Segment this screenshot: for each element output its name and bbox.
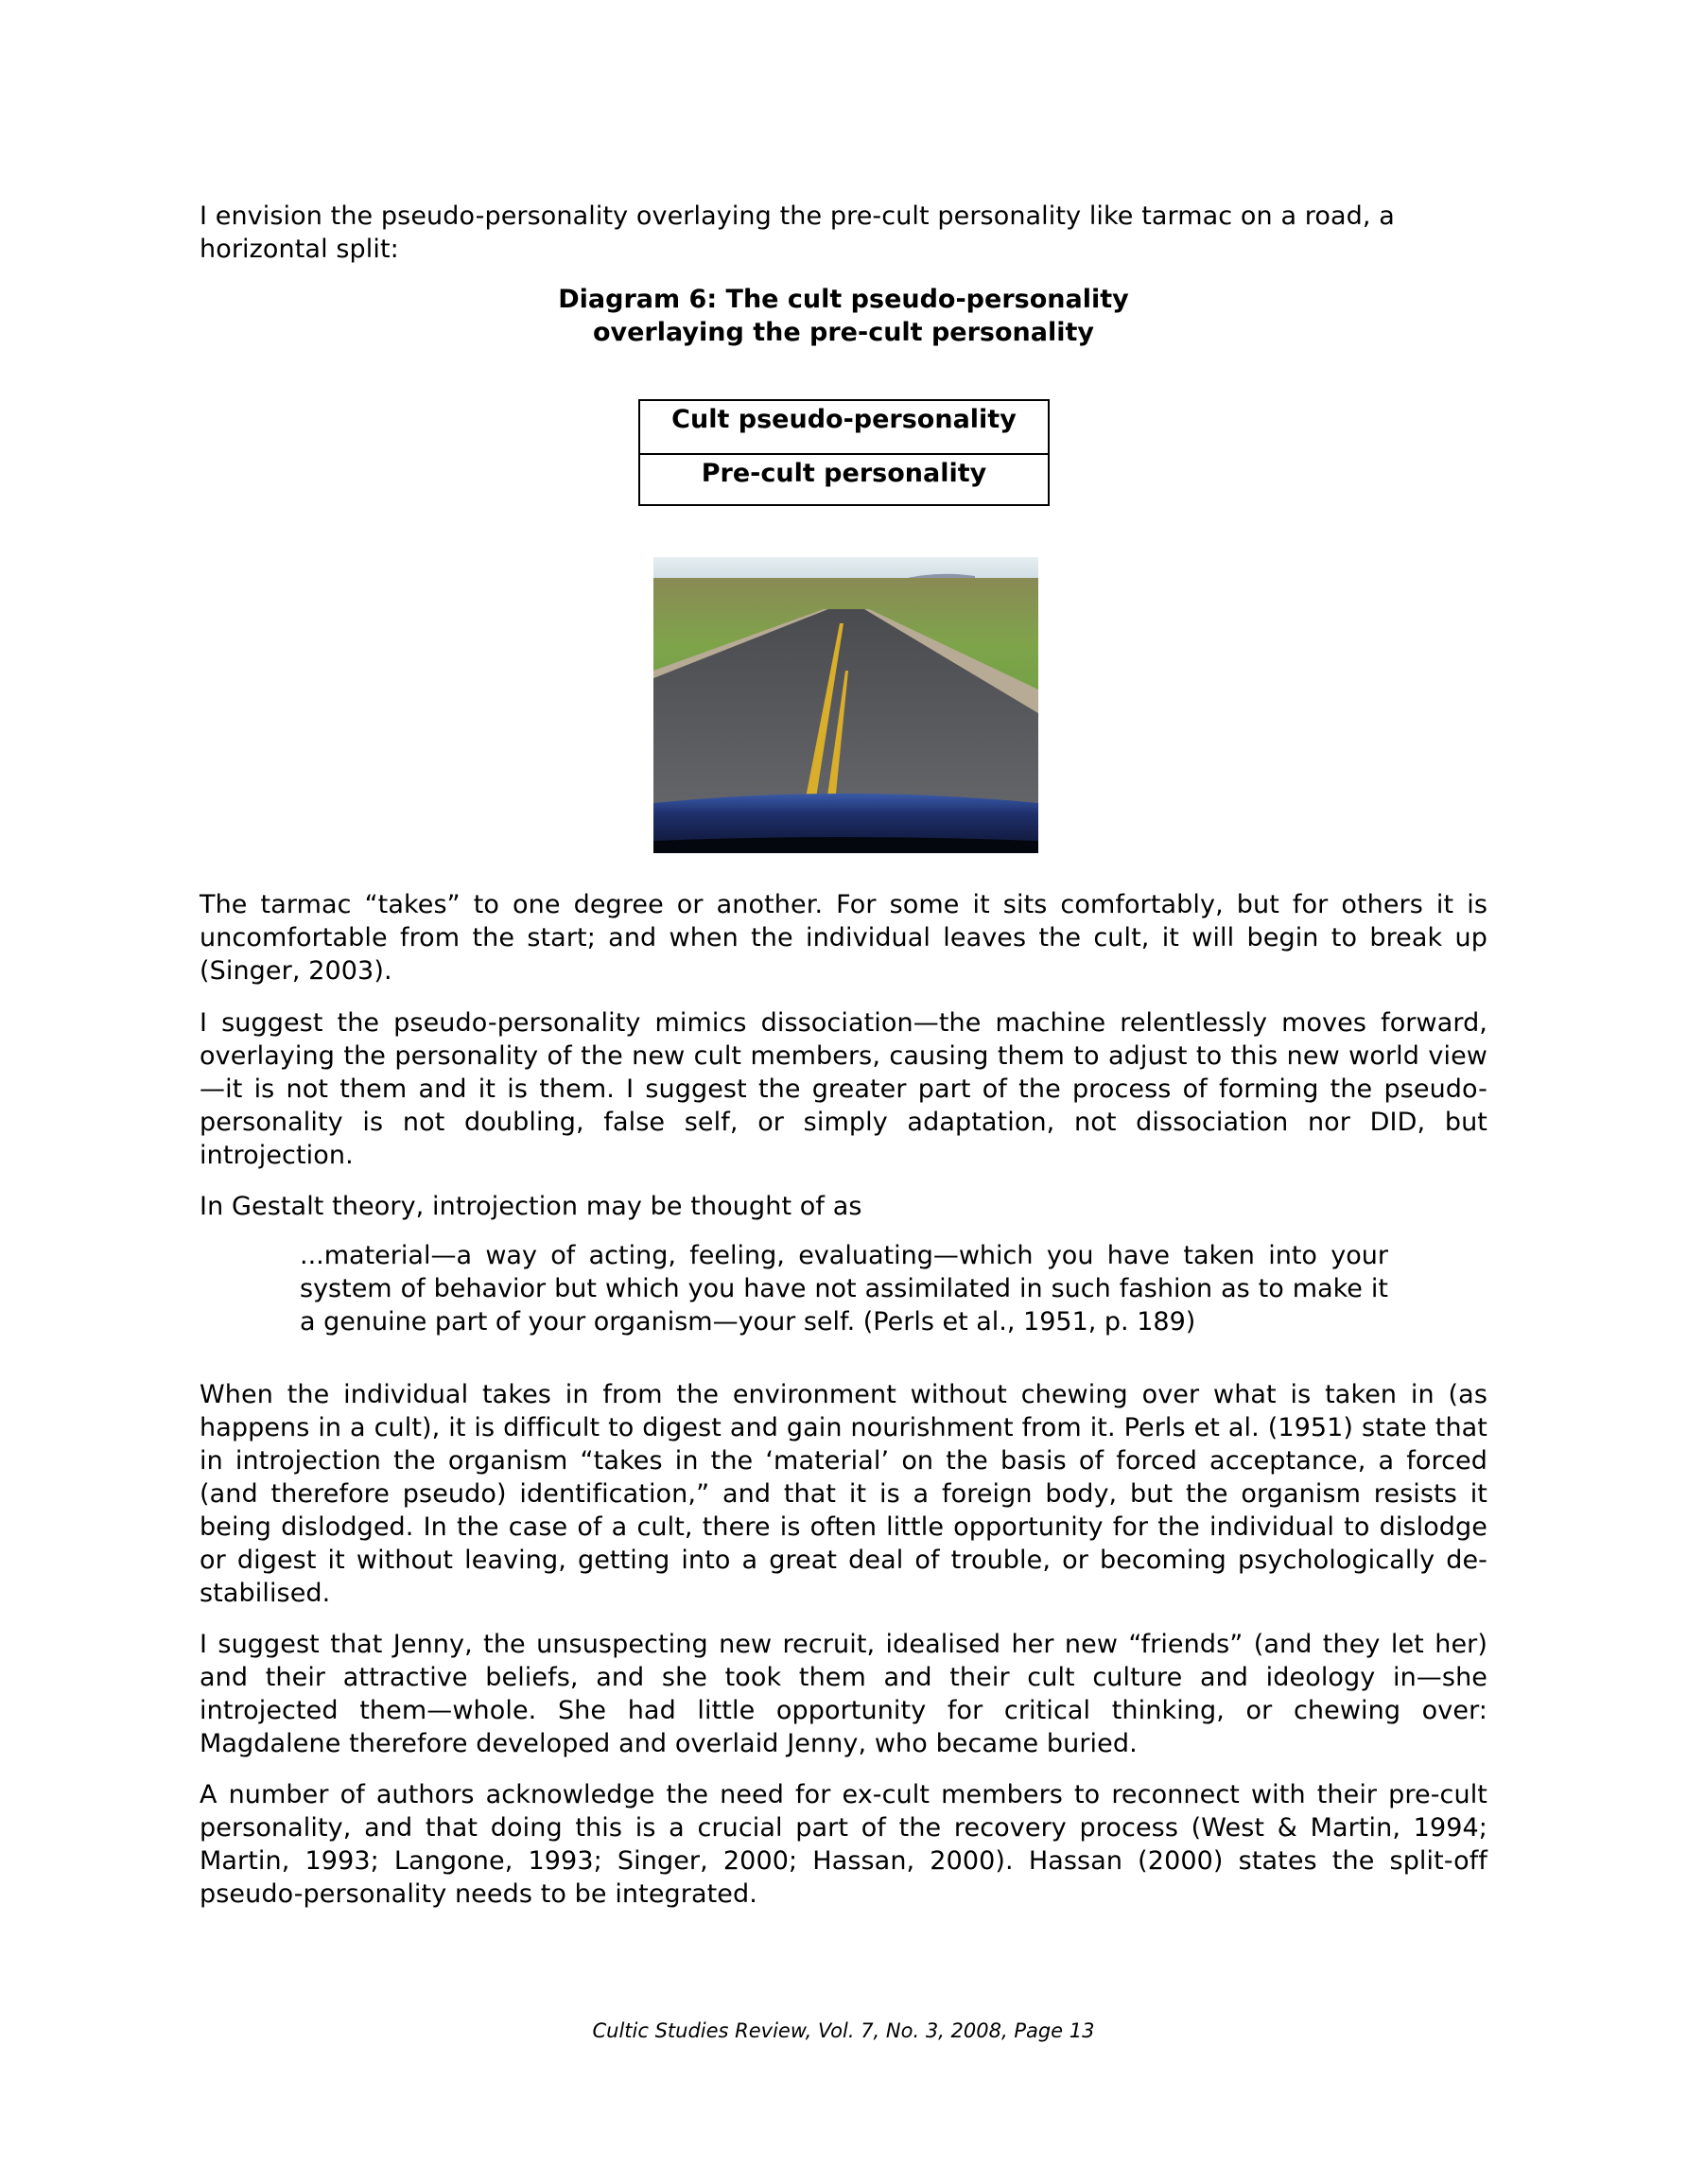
paragraph-jenny: I suggest that Jenny, the unsuspecting new recruit, idealised her new “friends” (and they let her) and their attractive beliefs, and she took them and their cult culture and ideology in—she introjected them—whole. She had little opportunity for critical thinking, or chewing over: Magdalene therefore developed and overlaid Jenny, who became buried. <box>200 1630 1487 1758</box>
page-footer: Cultic Studies Review, Vol. 7, No. 3, 2008, Page 13 <box>592 2019 1095 2042</box>
diagram-title-line2: overlaying the pre-cult personality <box>592 318 1095 347</box>
blockquote-perls: ...material—a way of acting, feeling, evaluating—which you have taken into your system of behavior but which you have not assimilated in such fashion as to make it a genuine part of your organism—your self. (Perls et al., 1951, p. 189) <box>300 1241 1388 1337</box>
diagram-layer-pre-cult-personality: Pre-cult personality <box>701 459 987 488</box>
road-photo <box>653 557 1038 853</box>
diagram-layer-cult-pseudo-personality: Cult pseudo-personality <box>640 401 1048 455</box>
road-image-icon <box>653 557 1038 853</box>
diagram-title <box>200 283 1487 349</box>
paragraph-dissociation: I suggest the pseudo-personality mimics dissociation—the machine relentlessly moves forward, overlaying the personality of the new cult members, causing them to adjust to this new world view—it is not them and it is them. I suggest the greater part of the process of forming the pseudo-personality is not doubling, false self, or simply adaptation, not dissociation nor DID, but introjection. <box>200 1008 1487 1170</box>
personality-diagram <box>638 399 1050 506</box>
paragraph-gestalt-intro: In Gestalt theory, introjection may be thought of as <box>200 1192 862 1221</box>
paragraph-authors: A number of authors acknowledge the need for ex-cult members to reconnect with their pre-cult personality, and that doing this is a crucial part of the recovery process (West & Martin, 1994; Martin, 1993; Langone, 1993; Singer, 2000; Hassan, 2000). Hassan (2000) states the split-off pseudo-personality needs to be integrated. <box>200 1780 1487 1909</box>
paragraph-tarmac: The tarmac “takes” to one degree or another. For some it sits comfortably, but for others it is uncomfortable from the start; and when the individual leaves the cult, it will begin to break up (Singer, 2003). <box>200 890 1487 986</box>
intro-paragraph: I envision the pseudo-personality overlaying the pre-cult personality like tarmac on a road, a horizontal split: <box>200 201 1395 264</box>
paragraph-introjection: When the individual takes in from the environment without chewing over what is taken in (as happens in a cult), it is difficult to digest and gain nourishment from it. Perls et al. (1951) state that in introjection the organism “takes in the ‘material’ on the basis of forced acceptance, a forced (and therefore pseudo) identification,” and that it is a foreign body, but the organism resists it being dislodged. In the case of a cult, there is often little opportunity for the individual to dislodge or digest it without leaving, getting into a great deal of trouble, or becoming psychologically de-stabilised. <box>200 1380 1487 1608</box>
diagram-title-line1: Diagram 6: The cult pseudo-personality <box>558 285 1129 314</box>
